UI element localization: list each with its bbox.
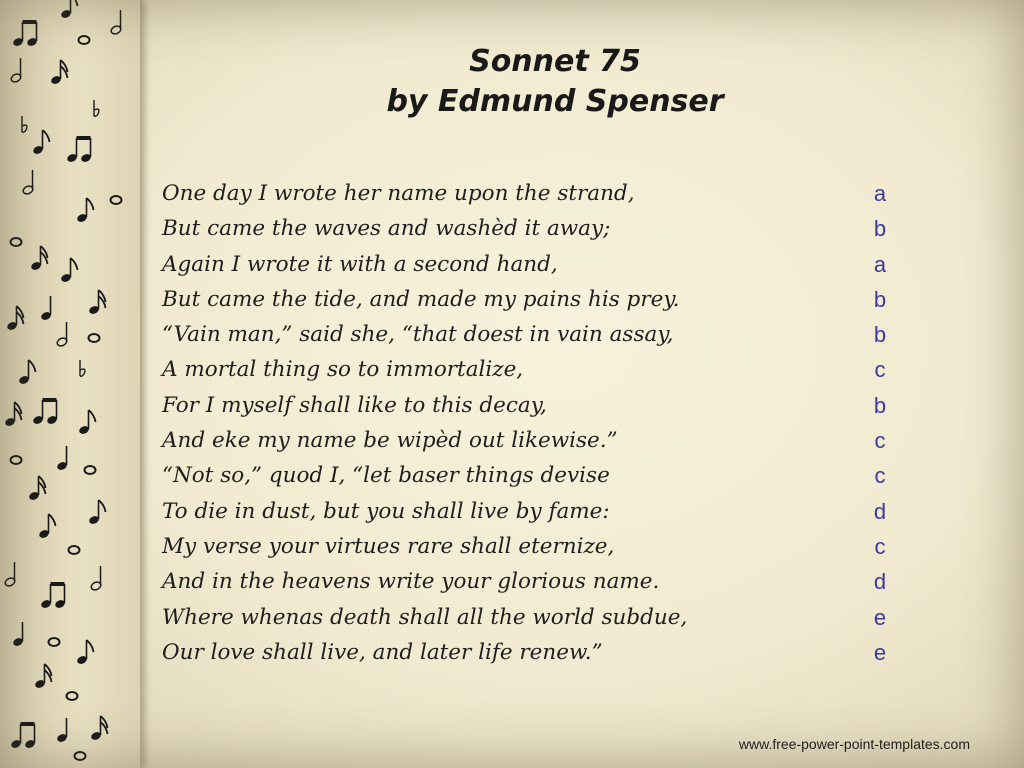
rhyme-letter-7: b bbox=[873, 392, 887, 418]
poem-line-6: A mortal thing so to immortalize, bbox=[162, 357, 524, 383]
rhyme-letter-11: c bbox=[874, 533, 886, 559]
rhyme-letter-1: a bbox=[873, 181, 887, 206]
music-notes-strip bbox=[0, 0, 142, 768]
rhyme-letter-12: d bbox=[873, 569, 887, 595]
rhyme-letter-3: a bbox=[873, 251, 887, 277]
poem-line-14: Our love shall live, and later life renew.” bbox=[162, 639, 603, 665]
poem-line-11: My verse your virtues rare shall eternize, bbox=[162, 533, 615, 559]
poem-line-8: And eke my name be wipèd out likewise.” bbox=[162, 428, 618, 454]
rhyme-scheme-column bbox=[856, 176, 904, 670]
rhyme-letter-8: c bbox=[874, 428, 886, 454]
poem-line-13: Where whenas death shall all the world subdue, bbox=[162, 604, 688, 630]
poem-line-10: To die in dust, but you shall live by fame: bbox=[162, 498, 610, 524]
poem-line-9: “Not so,” quod I, “let baser things devise bbox=[162, 463, 610, 489]
page-title bbox=[300, 42, 810, 122]
poem-line-2: But came the waves and washèd it away; bbox=[162, 216, 611, 242]
rhyme-letter-6: c bbox=[874, 357, 886, 383]
rhyme-letter-10: d bbox=[873, 498, 887, 524]
music-notes-icon bbox=[0, 0, 140, 768]
poem-line-1: One day I wrote her name upon the strand, bbox=[162, 181, 635, 206]
footer-website: www.free-power-point-templates.com bbox=[738, 736, 970, 752]
poem-line-12: And in the heavens write your glorious name. bbox=[162, 569, 660, 595]
title-line-2: by Edmund Spenser bbox=[386, 84, 724, 119]
rhyme-letter-2: b bbox=[873, 216, 887, 242]
rhyme-letter-9: c bbox=[874, 463, 886, 489]
rhyme-letter-4: b bbox=[873, 286, 887, 312]
poem-line-3: Again I wrote it with a second hand, bbox=[162, 251, 558, 277]
poem-line-5: “Vain man,” said she, “that doest in vain assay, bbox=[162, 322, 674, 348]
poem-line-4: But came the tide, and made my pains his prey. bbox=[162, 286, 680, 312]
rhyme-letter-14: e bbox=[873, 639, 887, 665]
poem-text bbox=[162, 176, 802, 670]
rhyme-letter-13: e bbox=[873, 604, 887, 630]
rhyme-letter-5: b bbox=[873, 322, 887, 348]
title-line-1: Sonnet 75 bbox=[469, 44, 641, 79]
poem-line-7: For I myself shall like to this decay, bbox=[162, 392, 547, 418]
